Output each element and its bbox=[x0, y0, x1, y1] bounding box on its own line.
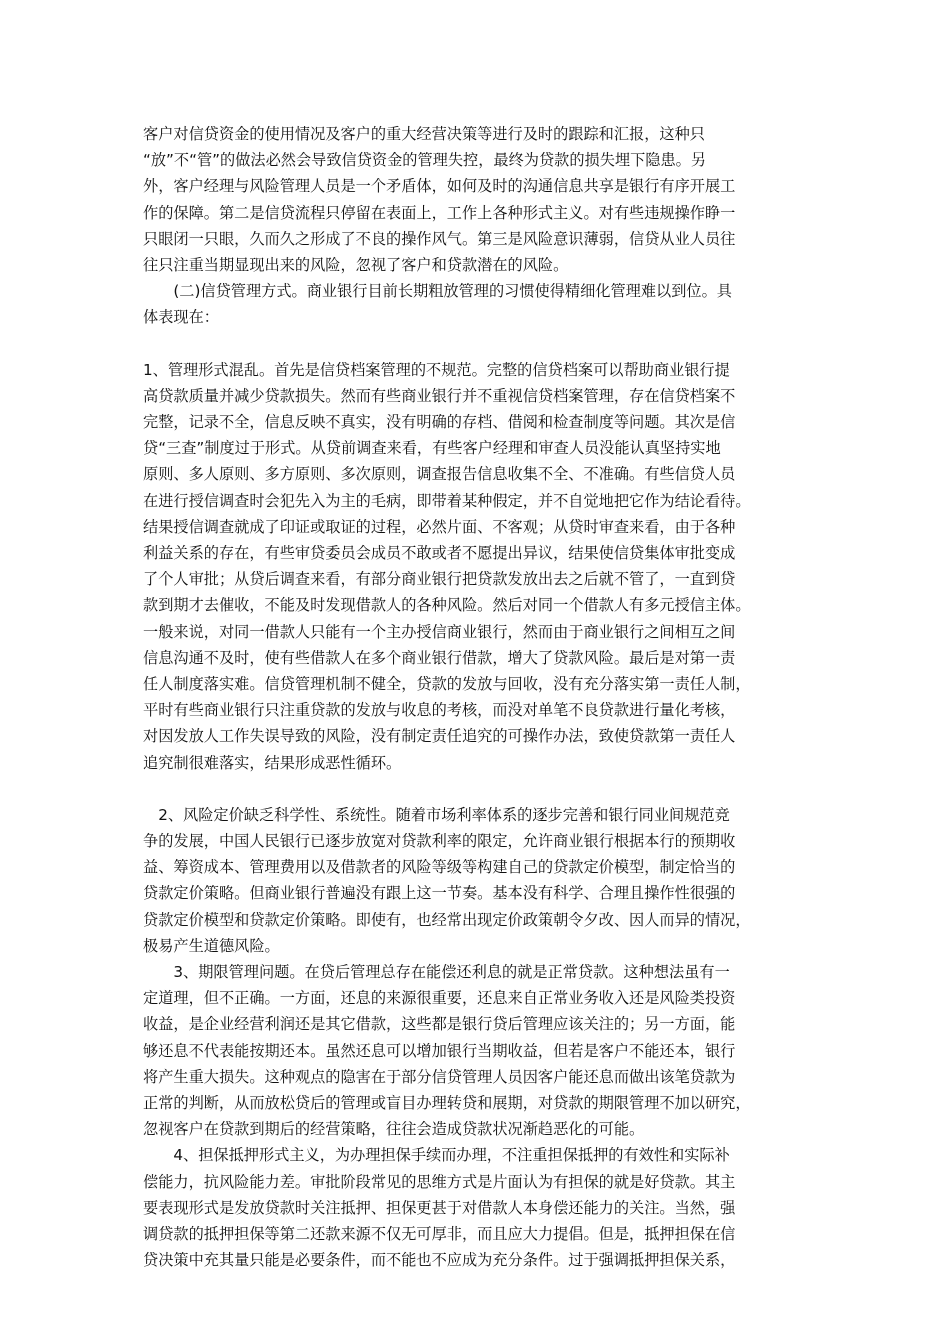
text-line: 了个人审批；从贷后调查来看，有部分商业银行把贷款发放出去之后就不管了，一直到贷 bbox=[143, 570, 736, 589]
text-line: 1、管理形式混乱。首先是信贷档案管理的不规范。完整的信贷档案可以帮助商业银行提 bbox=[143, 360, 730, 379]
text-line: 2、风险定价缺乏科学性、系统性。随着市场利率体系的逐步完善和银行同业间规范竞 bbox=[143, 805, 730, 824]
text-line: 忽视客户在贷款到期后的经营策略，往往会造成贷款状况渐趋恶化的可能。 bbox=[143, 1120, 645, 1139]
text-line: 要表现形式是发放贷款时关注抵押、担保更甚于对借款人本身偿还能力的关注。当然，强 bbox=[143, 1198, 736, 1217]
paragraph-group-3 bbox=[143, 802, 805, 1273]
text-line: 高贷款质量并减少贷款损失。然而有些商业银行并不重视信贷档案管理，存在信贷档案不 bbox=[143, 386, 736, 405]
text-line: 贷款定价策略。但商业银行普遍没有跟上这一节奏。基本没有科学、合理且操作性很强的 bbox=[143, 884, 736, 903]
paragraph-spacer bbox=[143, 776, 805, 802]
text-line: 完整，记录不全，信息反映不真实，没有明确的存档、借阅和检查制度等问题。其次是信 bbox=[143, 413, 736, 432]
paragraph-group-1 bbox=[143, 121, 805, 331]
text-line: 结果授信调查就成了印证或取证的过程，必然片面、不客观；从贷时审查来看，由于各种 bbox=[143, 517, 736, 536]
text-line: “放”不“管”的做法必然会导致信贷资金的管理失控，最终为贷款的损失埋下隐患。另 bbox=[143, 151, 707, 170]
text-line: 客户对信贷资金的使用情况及客户的重大经营决策等进行及时的跟踪和汇报，这种只 bbox=[143, 125, 705, 143]
text-line: 正常的判断，从而放松贷后的管理或盲目办理转贷和展期，对贷款的期限管理不加以研究， bbox=[143, 1093, 751, 1112]
text-line: (二)信贷管理方式。商业银行目前长期粗放管理的习惯使得精细化管理难以到位。具 bbox=[143, 282, 732, 301]
text-line: 在进行授信调查时会犯先入为主的毛病，即带着某种假定，并不自觉地把它作为结论看待。 bbox=[143, 491, 751, 510]
text-line: 款到期才去催收，不能及时发现借款人的各种风险。然后对同一个借款人有多元授信主体。 bbox=[143, 596, 751, 615]
text-line: 平时有些商业银行只注重贷款的发放与收息的考核，而没对单笔不良贷款进行量化考核， bbox=[143, 701, 736, 720]
text-line: 3、期限管理问题。在贷后管理总存在能偿还利息的就是正常贷款。这种想法虽有一 bbox=[143, 963, 730, 981]
text-line: 信息沟通不及时，使有些借款人在多个商业银行借款，增大了贷款风险。最后是对第一责 bbox=[143, 648, 736, 667]
text-line: 贷决策中充其量只能是必要条件，而不能也不应成为充分条件。过于强调抵押担保关系， bbox=[143, 1251, 736, 1270]
text-line: 外，客户经理与风险管理人员是一个矛盾体，如何及时的沟通信息共享是银行有序开展工 bbox=[143, 177, 736, 196]
text-line: 作的保障。第二是信贷流程只停留在表面上，工作上各种形式主义。对有些违规操作睁一 bbox=[143, 203, 736, 222]
text-line: 只眼闭一只眼，久而久之形成了不良的操作风气。第三是风险意识薄弱，信贷从业人员往 bbox=[143, 229, 736, 248]
text-line: 将产生重大损失。这种观点的隐害在于部分信贷管理人员因客户能还息而做出该笔贷款为 bbox=[143, 1067, 736, 1086]
text-line: 利益关系的存在，有些审贷委员会成员不敢或者不愿提出异议，结果使信贷集体审批变成 bbox=[143, 544, 736, 562]
document-body bbox=[143, 121, 805, 1273]
text-line: 追究制很难落实，结果形成恶性循环。 bbox=[143, 753, 402, 772]
text-line: 体表现在： bbox=[143, 308, 219, 327]
text-line: 原则、多人原则、多方原则、多次原则，调查报告信息收集不全、不准确。有些信贷人员 bbox=[143, 465, 736, 484]
text-line: 调贷款的抵押担保等第二还款来源不仅无可厚非，而且应大力提倡。但是，抵押担保在信 bbox=[143, 1224, 736, 1243]
text-line: 贷款定价模型和贷款定价策略。即使有，也经常出现定价政策朝令夕改、因人而异的情况， bbox=[143, 910, 751, 929]
text-line: 一般来说，对同一借款人只能有一个主办授信商业银行，然而由于商业银行之间相互之间 bbox=[143, 622, 736, 641]
text-line: 收益，是企业经营利润还是其它借款，这些都是银行贷后管理应该关注的；另一方面，能 bbox=[143, 1015, 736, 1034]
text-line: 4、担保抵押形式主义，为办理担保手续而办理，不注重担保抵押的有效性和实际补 bbox=[143, 1146, 730, 1165]
text-line: 对因发放人工作失误导致的风险，没有制定责任追究的可操作办法，致使贷款第一责任人 bbox=[143, 727, 736, 746]
text-line: 争的发展，中国人民银行已逐步放宽对贷款利率的限定，允许商业银行根据本行的预期收 bbox=[143, 832, 736, 851]
text-line: 定道理，但不正确。一方面，还息的来源很重要，还息来自正常业务收入还是风险类投资 bbox=[143, 989, 736, 1008]
text-line: 任人制度落实难。信贷管理机制不健全，贷款的发放与回收，没有充分落实第一责任人制， bbox=[143, 674, 751, 693]
text-line: 够还息不代表能按期还本。虽然还息可以增加银行当期收益，但若是客户不能还本，银行 bbox=[143, 1041, 736, 1060]
paragraph-spacer bbox=[143, 331, 805, 357]
text-line: 益、筹资成本、管理费用以及借款者的风险等级等构建自己的贷款定价模型，制定恰当的 bbox=[143, 858, 736, 877]
text-line: 往只注重当期显现出来的风险，忽视了客户和贷款潜在的风险。 bbox=[143, 255, 569, 274]
text-line: 极易产生道德风险。 bbox=[143, 936, 280, 955]
text-line: 贷“三查”制度过于形式。从贷前调查来看，有些客户经理和审查人员没能认真坚持实地 bbox=[143, 439, 721, 458]
text-line: 偿能力，抗风险能力差。审批阶段常见的思维方式是片面认为有担保的就是好贷款。其主 bbox=[143, 1172, 736, 1191]
paragraph-group-2 bbox=[143, 357, 805, 776]
